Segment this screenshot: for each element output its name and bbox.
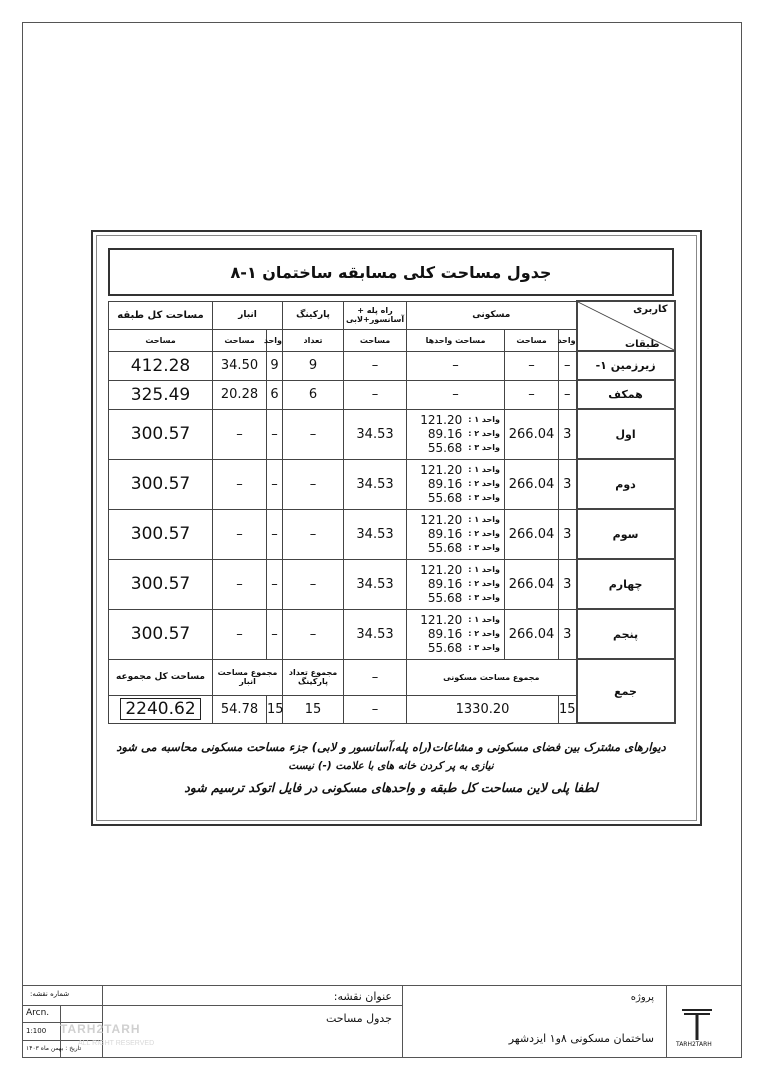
table-title-text: جدول مساحت کلی مسابقه ساختمان ۱-۸: [230, 262, 552, 282]
unit-area-value: 89.16: [427, 577, 463, 591]
sum-parking-value: 15: [283, 695, 344, 723]
unit-area-label: واحد ۱ :: [468, 465, 501, 474]
unit-area-label: واحد ۲ :: [468, 529, 501, 538]
sum-residential-label: مجموع مساحت مسکونی: [407, 659, 577, 695]
stair-area: –: [344, 351, 407, 380]
parking-count: 6: [283, 380, 344, 409]
unit-area-label: واحد ۳ :: [468, 593, 501, 602]
floor-total-area: 300.57: [109, 609, 213, 659]
stair-area: –: [344, 380, 407, 409]
unit-area-value: 121.20: [420, 413, 463, 427]
sum-stair-value: –: [344, 695, 407, 723]
subheader-residential-area: مساحت: [505, 329, 559, 351]
storage-units: 6: [267, 380, 283, 409]
subheader-area: مساحت: [109, 329, 213, 351]
area-table: [108, 300, 676, 724]
subheader-parking-count: تعداد: [283, 329, 344, 351]
map-title-value: جدول مساحت: [325, 1012, 392, 1025]
unit-areas: –: [407, 351, 505, 380]
storage-area: –: [213, 559, 267, 609]
subheader-unit-areas: مساحت واحدها: [407, 329, 505, 351]
floor-name: سوم: [577, 509, 675, 559]
residential-units: –: [559, 351, 577, 380]
floor-total-area: 300.57: [109, 459, 213, 509]
unit-area-label: واحد ۱ :: [468, 515, 501, 524]
storage-units: –: [267, 509, 283, 559]
sum-label: جمع: [577, 659, 675, 723]
scale: 1:100: [26, 1027, 47, 1035]
header-floors: طبقات: [625, 339, 660, 350]
unit-area-label: واحد ۲ :: [468, 579, 501, 588]
floor-name: اول: [577, 409, 675, 459]
stair-area: 34.53: [344, 459, 407, 509]
storage-area: –: [213, 609, 267, 659]
residential-area: 266.04: [505, 509, 559, 559]
table-row: [109, 459, 675, 509]
storage-units: –: [267, 559, 283, 609]
subheader-storage-area: مساحت: [213, 329, 267, 351]
storage-units: –: [267, 409, 283, 459]
floor-total-area: 300.57: [109, 559, 213, 609]
residential-area: –: [505, 351, 559, 380]
storage-units: –: [267, 459, 283, 509]
floor-total-area: 412.28: [109, 351, 213, 380]
stair-area: 34.53: [344, 559, 407, 609]
floor-total-area: 325.49: [109, 380, 213, 409]
table-row: [109, 559, 675, 609]
unit-area-value: 55.68: [427, 591, 463, 605]
map-number-label: شماره نقشه:: [30, 990, 70, 998]
floor-name: زیرزمین ۱-: [577, 351, 675, 380]
unit-area-value: 55.68: [427, 641, 463, 655]
unit-areas: –: [407, 380, 505, 409]
table-row: [109, 380, 675, 409]
unit-area-label: واحد ۲ :: [468, 479, 501, 488]
residential-area: 266.04: [505, 459, 559, 509]
sum-storage-units: 15: [267, 695, 283, 723]
subheader-stair-area: مساحت: [344, 329, 407, 351]
residential-area: 266.04: [505, 609, 559, 659]
unit-areas: [407, 509, 505, 559]
header-usage: کاربری: [633, 304, 668, 315]
floor-total-area: 300.57: [109, 409, 213, 459]
residential-units: 3: [559, 509, 577, 559]
parking-count: –: [283, 459, 344, 509]
parking-count: –: [283, 509, 344, 559]
unit-areas: [407, 459, 505, 509]
note-line-1: دیوارهای مشترک بین فضای مسکونی و مشاعات(راه پله،آسانسور و لابی) جزء مساحت مسکونی محاسبه می شود: [116, 740, 666, 754]
storage-units: 9: [267, 351, 283, 380]
floor-name: دوم: [577, 459, 675, 509]
unit-area-value: 121.20: [420, 563, 463, 577]
sum-storage-label: مجموع مساحت انبار: [213, 659, 283, 695]
sum-residential-value: 1330.20: [407, 695, 559, 723]
unit-area-label: واحد ۳ :: [468, 643, 501, 652]
unit-area-label: واحد ۳ :: [468, 443, 501, 452]
residential-units: 3: [559, 459, 577, 509]
table-row: [109, 409, 675, 459]
residential-units: –: [559, 380, 577, 409]
unit-area-value: 121.20: [420, 613, 463, 627]
sum-total-label: مساحت کل مجموعه: [109, 659, 213, 695]
storage-area: –: [213, 409, 267, 459]
unit-area-label: واحد ۲ :: [468, 429, 501, 438]
unit-area-value: 89.16: [427, 627, 463, 641]
stair-area: 34.53: [344, 509, 407, 559]
parking-count: –: [283, 609, 344, 659]
unit-area-label: واحد ۲ :: [468, 629, 501, 638]
header-residential: مسکونی: [407, 301, 577, 329]
unit-areas: [407, 609, 505, 659]
residential-units: 3: [559, 409, 577, 459]
sum-stair-label: –: [344, 659, 407, 695]
unit-area-value: 89.16: [427, 427, 463, 441]
unit-areas: [407, 409, 505, 459]
sum-residential-units: 15: [559, 695, 577, 723]
residential-area: 266.04: [505, 409, 559, 459]
floor-name: چهارم: [577, 559, 675, 609]
logo-text: TARH2TARH: [676, 1041, 712, 1048]
header-stair-elevator: راه پله + آسانسور+لابی: [344, 301, 407, 329]
unit-areas: [407, 559, 505, 609]
unit-area-label: واحد ۱ :: [468, 565, 501, 574]
notes: [108, 740, 674, 795]
note-line-3: لطفا پلی لاین مساحت کل طبقه و واحدهای مسکونی در فایل اتوکد ترسیم شود: [184, 780, 598, 795]
storage-area: –: [213, 509, 267, 559]
table-row: [109, 509, 675, 559]
table-row: [109, 609, 675, 659]
subheader-residential-unit: واحد: [559, 329, 577, 351]
unit-area-value: 55.68: [427, 441, 463, 455]
date: تاریخ : بهمن ماه ۱۴۰۳: [26, 1045, 82, 1052]
unit-area-value: 121.20: [420, 463, 463, 477]
storage-area: –: [213, 459, 267, 509]
project-label: پروژه: [630, 992, 654, 1003]
map-title-label: عنوان نقشه:: [333, 990, 392, 1003]
architect-code: Arcn.: [26, 1008, 50, 1018]
unit-area-value: 121.20: [420, 513, 463, 527]
unit-area-label: واحد ۳ :: [468, 493, 501, 502]
parking-count: –: [283, 409, 344, 459]
header-parking: پارکینگ: [283, 301, 344, 329]
note-line-2: نیازی به پر کردن خانه های با علامت (-) نیست: [288, 760, 494, 772]
floor-name: پنجم: [577, 609, 675, 659]
storage-units: –: [267, 609, 283, 659]
residential-units: 3: [559, 609, 577, 659]
floor-name: همکف: [577, 380, 675, 409]
table-row: [109, 351, 675, 380]
table-title: [108, 248, 674, 296]
watermark: TARH2TARH: [60, 1022, 141, 1036]
residential-area: –: [505, 380, 559, 409]
header-total-floor-area: مساحت کل طبقه: [109, 301, 213, 329]
watermark-rights: ALL RIGHT RESERVED: [78, 1040, 155, 1047]
sum-parking-label: مجموع تعداد پارکینگ: [283, 659, 344, 695]
sum-total-cell: [109, 695, 213, 723]
unit-area-value: 55.68: [427, 491, 463, 505]
storage-area: 34.50: [213, 351, 267, 380]
header-usage-floors: [577, 301, 675, 351]
header-storage: انبار: [213, 301, 283, 329]
project-value: ساختمان مسکونی ۸و۱ ایزدشهر: [508, 1032, 654, 1045]
unit-area-label: واحد ۳ :: [468, 543, 501, 552]
residential-units: 3: [559, 559, 577, 609]
unit-area-value: 89.16: [427, 477, 463, 491]
storage-area: 20.28: [213, 380, 267, 409]
unit-area-label: واحد ۱ :: [468, 615, 501, 624]
stair-area: 34.53: [344, 609, 407, 659]
parking-count: 9: [283, 351, 344, 380]
unit-area-value: 55.68: [427, 541, 463, 555]
subheader-storage-unit: واحد: [267, 329, 283, 351]
residential-area: 266.04: [505, 559, 559, 609]
unit-area-value: 89.16: [427, 527, 463, 541]
sum-total-value: 2240.62: [120, 698, 200, 720]
sum-storage-value: 54.78: [213, 695, 267, 723]
floor-total-area: 300.57: [109, 509, 213, 559]
unit-area-label: واحد ۱ :: [468, 415, 501, 424]
parking-count: –: [283, 559, 344, 609]
stair-area: 34.53: [344, 409, 407, 459]
